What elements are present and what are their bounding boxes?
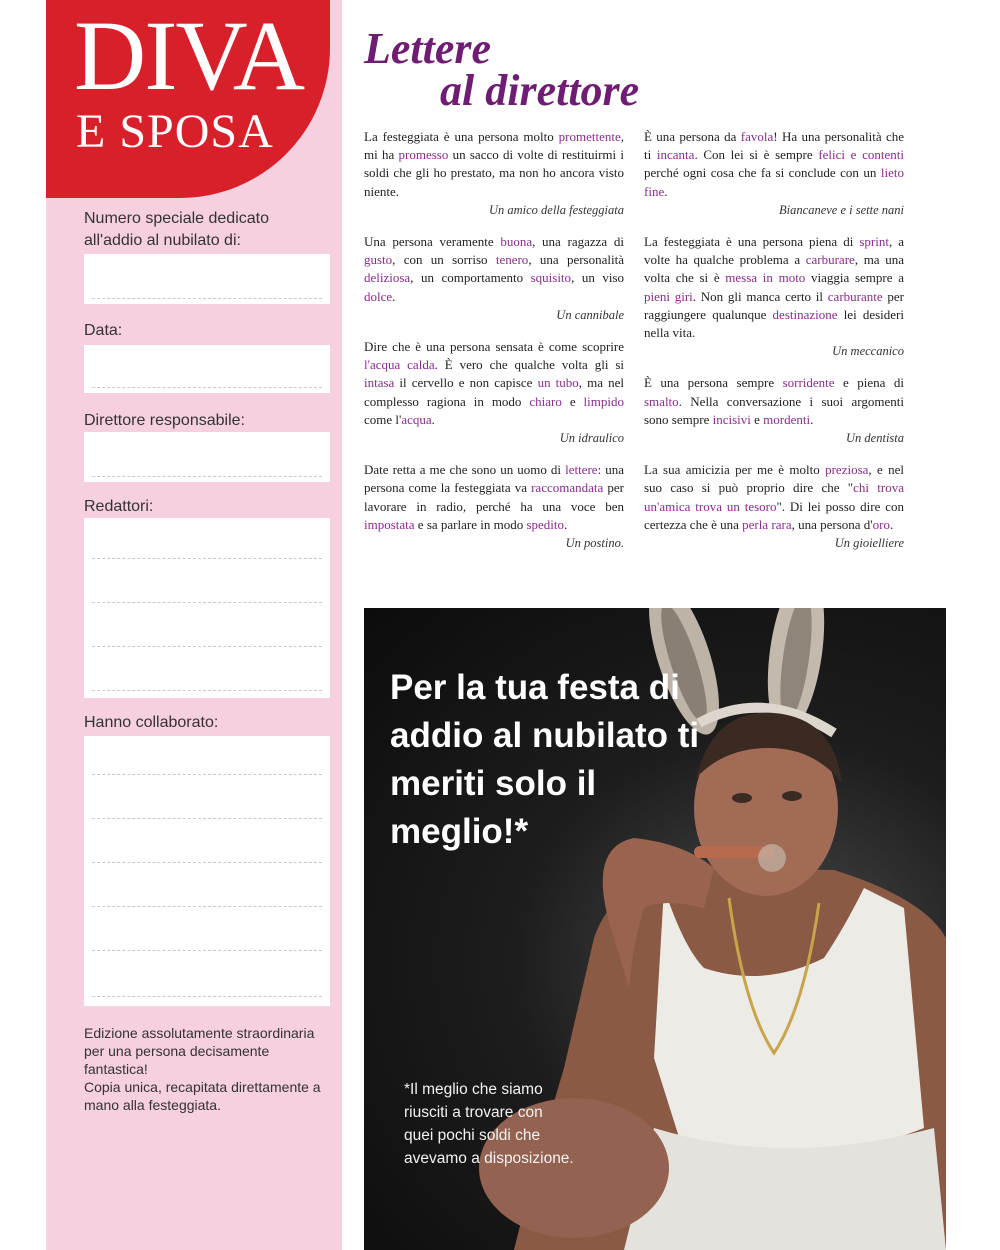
highlighted-word: promesso [398,147,449,163]
letter-signature: Biancaneve e i sette nani [779,202,904,217]
letter-text: per raggiungere qualunque [644,288,904,322]
letter-text: La sua amicizia per me è molto [644,462,826,478]
letter-text: , a volte ha qualche problema a [644,234,905,268]
poster-headline: Per la tua festa di addio al nubilato ti meriti solo il meglio!* [390,668,700,851]
letter-text: . È vero che qualche volta gli si [434,357,625,373]
highlighted-word: acqua [401,411,432,427]
letter-text: come l' [364,411,402,427]
highlighted-word: carburare [805,252,855,268]
page-title [364,24,640,115]
edition-note [84,1024,324,1114]
highlighted-word: destinazione [772,306,838,322]
letter-text: : una persona come la festeggiata va [364,462,624,496]
letter-text: . [889,516,894,532]
letter-text: , una ragazza di [532,234,624,250]
field-box-contributors[interactable] [84,736,330,1006]
letter [364,233,624,324]
letter-signature: Un postino. [565,536,624,551]
field-box-director[interactable] [84,432,330,482]
poster-footnote: *Il meglio che siamo riusciti a trovare con quei pochi soldi che avevamo a disposizione. [404,1081,574,1167]
field-label-editors: Redattori: [84,498,154,515]
letter-text: e sa parlare in modo [414,516,527,532]
logo-title: DIVA [74,0,304,111]
letter-text: ". Di lei posso dire con certezza che è una [644,498,904,532]
highlighted-word: mordenti [763,411,811,427]
letter-body [364,461,624,534]
highlighted-word: carburante [827,288,883,304]
highlighted-word: intasa [364,375,395,391]
letter-text: . [431,411,435,427]
letter-text: La festeggiata è una persona molto [364,129,559,144]
highlighted-word: chi trova un'amica trova un tesoro [644,480,904,514]
letter-body [364,233,624,306]
highlighted-word: sprint [859,234,889,250]
highlighted-word: raccomandata [531,480,604,496]
letter-text: per lavorare in radio, perché ha una voce ben [364,480,624,514]
letter-text: un sacco di volte di restituirmi i soldi che gli ho prestato, ma non ho ancora visto niente. [364,147,625,199]
highlighted-word: pieni giri [644,288,693,304]
letter-text: , ma una volta che si è [644,252,904,286]
letter-text: lei desideri nella vita. [644,306,904,341]
letter [644,374,904,447]
letter-text: , con un sorriso [392,252,496,268]
promo-poster [364,608,946,1250]
page-title-line1: Lettere [364,24,492,73]
highlighted-word: promettente [558,129,621,144]
highlighted-word: sorridente [782,375,835,391]
letter-body [364,128,624,201]
letter-text: e [561,393,584,409]
letter [644,233,904,360]
field-box-date[interactable] [84,345,330,393]
highlighted-word: l'acqua calda [364,357,435,373]
letter-text: ! Ha una personalità che ti [644,129,904,163]
field-label-director: Direttore responsabile: [84,412,245,429]
letter-body [644,128,904,201]
letter [364,338,624,447]
highlighted-word: impostata [364,516,415,532]
letters-column-left [364,128,624,566]
letter-body [644,374,904,429]
field-label-date: Data: [84,322,123,339]
letter-text: , una persona d' [791,516,873,532]
letter-text: , mi ha [364,129,624,163]
letter-text: perché ogni cosa che fa si conclude con un [644,165,881,181]
letter-body [364,338,624,429]
highlighted-word: oro [872,516,890,532]
highlighted-word: chiaro [529,393,562,409]
edition-note-line2: Copia unica, recapitata direttamente a mano alla festeggiata. [84,1079,321,1113]
letter-text: . Non gli manca certo il [692,288,828,304]
highlighted-word: incisivi [712,411,751,427]
letter-text: , ma nel complesso ragiona in modo [364,375,624,409]
letter-text: La festeggiata è una persona piena di [644,234,860,250]
letter [644,128,904,219]
letter-text: il cervello e non capisce [394,375,538,391]
highlighted-word: deliziosa [364,270,411,286]
letter-text: e [750,411,764,427]
letter-text: , un viso [571,270,625,286]
field-label-dedication: Numero speciale dedicato all'addio al nubilato di: [84,210,269,249]
letter-body [644,233,904,342]
highlighted-word: tenero [495,252,529,268]
letter-signature: Un meccanico [832,344,904,359]
field-box-dedication[interactable] [84,254,330,304]
highlighted-word: buona [500,234,533,250]
highlighted-word: messa in moto [725,270,806,286]
letter-signature: Un cannibale [556,307,624,322]
letter-text: . Con lei si è sempre [694,147,819,163]
highlighted-word: un tubo [537,375,579,391]
highlighted-word: felici e contenti [818,147,904,163]
letter-text: . Nella conversazione i suoi argomenti sono sempre [644,393,904,427]
letter-text: Dire che è una persona sensata è come scoprire [364,339,624,355]
letter-text: viaggia sempre a [805,270,904,286]
highlighted-word: incanta [656,147,695,163]
highlighted-word: limpido [583,393,624,409]
highlighted-word: favola [740,129,774,144]
letter [364,128,624,219]
highlighted-word: spedito [526,516,565,532]
letter-text: , una personalità [528,252,624,268]
edition-note-line1: Edizione assolutamente straordinaria per una persona decisamente fantastica! [84,1025,315,1077]
highlighted-word: preziosa [825,462,869,478]
highlighted-word: gusto [364,252,393,268]
letter-text: Una persona veramente [364,234,501,250]
letters-column-right [644,128,904,566]
letter-text: . [564,516,568,532]
letter-text: . [664,183,668,199]
letter [644,461,904,552]
field-box-editors[interactable] [84,518,330,698]
highlighted-word: perla rara [742,516,792,532]
highlighted-word: dolce [364,288,393,304]
letter-signature: Un gioielliere [834,536,904,551]
letter [364,461,624,552]
letter-text: È una persona da [644,129,741,144]
letter-text: . [810,411,814,427]
logo-subtitle: E SPOSA [76,105,274,158]
letter-text: . [392,288,396,304]
letter-text: e piena di [834,375,904,391]
letter-signature: Un amico della festeggiata [488,202,624,217]
letter-signature: Un idraulico [559,431,624,446]
highlighted-word: smalto [644,393,679,409]
letter-text: Date retta a me che sono un uomo di [364,462,566,478]
letter-body [644,461,904,534]
highlighted-word: squisito [530,270,572,286]
page-title-line2: al direttore [440,66,640,115]
field-label-contributors: Hanno collaborato: [84,714,219,731]
highlighted-word: lettere [565,462,598,478]
highlighted-word: lieto fine [644,165,904,199]
letter-text: , e nel suo caso si può proprio dire che " [644,462,905,496]
letter-text: È una persona sempre [644,375,783,391]
letter-signature: Un dentista [846,431,904,446]
letter-text: , un comportamento [410,270,531,286]
